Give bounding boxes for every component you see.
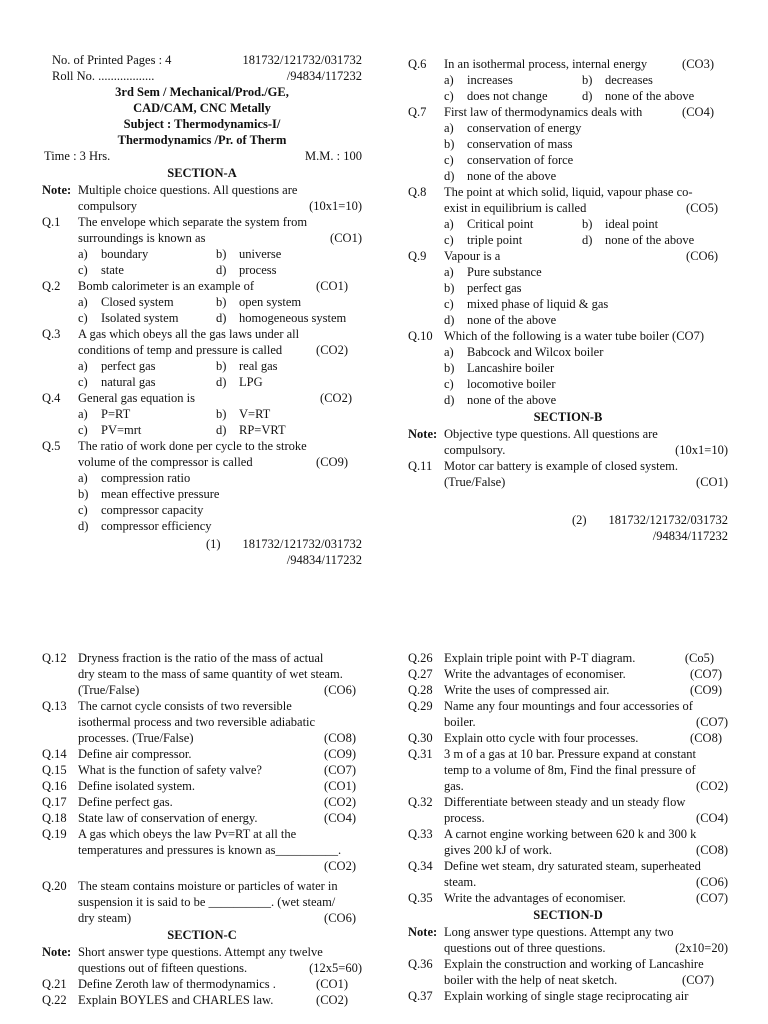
question-text: Define perfect gas. <box>78 795 173 809</box>
question-text: dry steam to the mass of same quantity of wet steam. <box>78 667 343 681</box>
question-text: (True/False) <box>78 683 140 697</box>
question-text: Define air compressor. <box>78 747 192 761</box>
question-number: Q.33 <box>408 827 433 841</box>
co-tag: (CO2) <box>320 391 352 405</box>
co-tag: (CO9) <box>316 455 348 469</box>
co-tag: (CO7) <box>696 891 728 905</box>
question-number: Q.30 <box>408 731 433 745</box>
option-a: perfect gas <box>101 359 156 373</box>
header-row-1 <box>42 52 362 68</box>
question-number: Q.10 <box>408 329 433 343</box>
question-text: First law of thermodynamics deals with <box>444 105 643 119</box>
question-31 <box>408 746 728 794</box>
note-label: Note: <box>42 945 72 959</box>
question-text: Vapour is a <box>444 249 501 263</box>
question-number: Q.27 <box>408 667 433 681</box>
option-d: none of the above <box>467 313 557 327</box>
footer-code: 181732/121732/031732 <box>608 513 728 527</box>
note-line-2: questions out of fifteen questions. <box>78 961 248 975</box>
question-text: A gas which obeys the law Pv=RT at all the <box>78 827 297 841</box>
question-number: Q.29 <box>408 699 433 713</box>
section-b-note <box>408 426 728 458</box>
options-q10: a) Babcock and Wilcox boiler b) Lancashire boiler c) locomotive boiler d) none of the above <box>444 345 604 407</box>
option-a: Pure substance <box>467 265 542 279</box>
note-label: Note: <box>42 183 72 197</box>
co-tag: (CO6) <box>696 875 728 889</box>
question-13 <box>42 698 362 746</box>
option-c: triple point <box>467 233 523 247</box>
option-c: state <box>101 263 124 277</box>
co-tag: (CO2) <box>696 779 728 793</box>
time: Time : 3 Hrs. <box>44 149 111 163</box>
option-d: LPG <box>239 375 263 389</box>
options-q5: a) compression ratio b) mean effective pressure c) compressor capacity d) compressor efficiency <box>78 471 220 533</box>
question-1 <box>42 214 362 246</box>
question-text: Define isolated system. <box>78 779 195 793</box>
section-c-title: SECTION-C <box>167 928 237 942</box>
question-number: Q.14 <box>42 747 67 761</box>
options-q6: a) increases b) decreases c) does not change d) none of the above <box>444 73 695 103</box>
question-number: Q.12 <box>42 651 67 665</box>
question-number: Q.11 <box>408 459 433 473</box>
option-c: locomotive boiler <box>467 377 556 391</box>
question-number: Q.13 <box>42 699 67 713</box>
question-text: 3 m of a gas at 10 bar. Pressure expand at constant <box>444 747 697 761</box>
options-q8: a) Critical point b) ideal point c) triple point d) none of the above <box>444 217 695 247</box>
question-number: Q.6 <box>408 57 427 71</box>
question-22 <box>42 992 362 1008</box>
note-marks: (2x10=20) <box>675 941 728 955</box>
question-text: General gas equation is <box>78 391 195 405</box>
co-tag: (CO4) <box>696 811 728 825</box>
header-row-2 <box>42 68 362 84</box>
question-number: Q.36 <box>408 957 433 971</box>
question-11 <box>408 458 728 490</box>
course-line-2: CAD/CAM, CNC Metally <box>133 101 271 115</box>
co-tag: (CO7) <box>690 667 722 681</box>
question-text: gives 200 kJ of work. <box>444 843 552 857</box>
question-28 <box>408 682 728 698</box>
question-17 <box>42 794 362 810</box>
question-text: gas. <box>444 779 464 793</box>
option-c: PV=mrt <box>101 423 142 437</box>
note-line-2: compulsory. <box>444 443 506 457</box>
co-tag: (CO8) <box>690 731 722 745</box>
question-29 <box>408 698 728 730</box>
section-a-title: SECTION-A <box>167 166 237 180</box>
note-text: Multiple choice questions. All questions are <box>78 183 298 197</box>
co-tag: (CO9) <box>690 683 722 697</box>
question-text: Which of the following is a water tube boiler (CO7) <box>444 329 704 343</box>
question-number: Q.18 <box>42 811 67 825</box>
note-line-2: compulsory <box>78 199 138 213</box>
question-number: Q.20 <box>42 879 67 893</box>
question-32 <box>408 794 728 826</box>
option-c: compressor capacity <box>101 503 204 517</box>
question-text: Dryness fraction is the ratio of the mass of actual <box>78 651 324 665</box>
co-tag: (CO6) <box>324 683 356 697</box>
co-tag: (CO7) <box>324 763 356 777</box>
printed-pages: No. of Printed Pages : 4 <box>52 53 172 67</box>
section-b-title: SECTION-B <box>533 410 603 424</box>
option-b: universe <box>239 247 282 261</box>
question-text: Bomb calorimeter is an example of <box>78 279 254 293</box>
co-tag: (CO1) <box>330 231 362 245</box>
option-a: conservation of energy <box>467 121 582 135</box>
question-number: Q.34 <box>408 859 433 873</box>
options-q7: a) conservation of energy b) conservation of mass c) conservation of force d) none of the above <box>444 121 582 183</box>
question-19 <box>42 826 362 874</box>
question-text: Explain working of single stage reciprocating air <box>444 989 689 1003</box>
course-line-1: 3rd Sem / Mechanical/Prod./GE, <box>115 85 289 99</box>
question-9 <box>408 248 728 264</box>
question-text: Write the advantages of economiser. <box>444 891 626 905</box>
question-text: boiler with the help of neat sketch. <box>444 973 618 987</box>
question-text: The steam contains moisture or particles of water in <box>78 879 338 893</box>
section-a-note <box>42 182 362 214</box>
question-text: temperatures and pressures is known as__________. <box>78 843 342 857</box>
question-number: Q.28 <box>408 683 433 697</box>
question-34 <box>408 858 728 890</box>
option-b: perfect gas <box>467 281 522 295</box>
question-number: Q.3 <box>42 327 61 341</box>
co-tag: (CO4) <box>682 105 714 119</box>
page-footer <box>42 536 362 568</box>
question-text: surroundings is known as <box>78 231 206 245</box>
page-4 <box>408 650 728 1004</box>
question-text: suspension it is said to be __________. (wet steam/ <box>78 895 336 909</box>
note-label: Note: <box>408 925 438 939</box>
question-text: Define Zeroth law of thermodynamics . <box>78 977 276 991</box>
question-text: Explain BOYLES and CHARLES law. <box>78 993 274 1007</box>
page-footer <box>408 512 728 544</box>
question-number: Q.37 <box>408 989 433 1003</box>
question-text: temp to a volume of 8m, Find the final pressure of <box>444 763 696 777</box>
question-text: Write the advantages of economiser. <box>444 667 626 681</box>
note-text: Objective type questions. All questions are <box>444 427 658 441</box>
option-a: boundary <box>101 247 149 261</box>
question-number: Q.32 <box>408 795 433 809</box>
question-10 <box>408 328 728 344</box>
page-2 <box>408 56 728 544</box>
question-4 <box>42 390 362 406</box>
co-tag: (CO2) <box>324 859 356 873</box>
question-number: Q.8 <box>408 185 427 199</box>
question-3 <box>42 326 362 358</box>
co-tag: (CO5) <box>686 201 718 215</box>
note-label: Note: <box>408 427 438 441</box>
max-marks: M.M. : 100 <box>305 149 362 163</box>
question-16 <box>42 778 362 794</box>
question-text: boiler. <box>444 715 476 729</box>
question-number: Q.19 <box>42 827 67 841</box>
option-c: natural gas <box>101 375 156 389</box>
co-tag: (CO2) <box>316 343 348 357</box>
question-text: Explain triple point with P-T diagram. <box>444 651 636 665</box>
question-8 <box>408 184 728 216</box>
question-number: Q.1 <box>42 215 61 229</box>
question-text: The envelope which separate the system from <box>78 215 308 229</box>
options-q1: a) boundary b) universe c) state d) process <box>78 247 282 277</box>
option-a: Critical point <box>467 217 534 231</box>
note-marks: (12x5=60) <box>309 961 362 975</box>
option-b: mean effective pressure <box>101 487 220 501</box>
question-21 <box>42 976 362 992</box>
option-b: ideal point <box>605 217 659 231</box>
question-number: Q.4 <box>42 391 61 405</box>
subject-line-2: Thermodynamics /Pr. of Therm <box>117 133 287 147</box>
option-d: none of the above <box>467 169 557 183</box>
question-number: Q.5 <box>42 439 61 453</box>
question-text: The ratio of work done per cycle to the stroke <box>78 439 307 453</box>
option-d: none of the above <box>605 233 695 247</box>
option-b: conservation of mass <box>467 137 573 151</box>
option-b: V=RT <box>239 407 271 421</box>
option-d: none of the above <box>467 393 557 407</box>
question-37 <box>408 988 728 1004</box>
question-text: Name any four mountings and four accessories of <box>444 699 693 713</box>
co-tag: (CO8) <box>696 843 728 857</box>
options-q2: a) Closed system b) open system c) Isolated system d) homogeneous system <box>78 295 347 325</box>
question-text: process. <box>444 811 485 825</box>
co-tag: (CO9) <box>324 747 356 761</box>
page-number: (2) <box>571 513 587 527</box>
question-12 <box>42 650 362 698</box>
question-30 <box>408 730 728 746</box>
subject-line-1: Subject : Thermodynamics-I/ <box>123 117 281 131</box>
question-text: steam. <box>444 875 477 889</box>
note-marks: (10x1=10) <box>309 199 362 213</box>
question-text: Explain the construction and working of Lancashire <box>444 957 704 971</box>
question-text: (True/False) <box>444 475 506 489</box>
question-text: A gas which obeys all the gas laws under all <box>78 327 300 341</box>
option-b: Lancashire boiler <box>467 361 555 375</box>
note-marks: (10x1=10) <box>675 443 728 457</box>
question-number: Q.26 <box>408 651 433 665</box>
question-number: Q.31 <box>408 747 433 761</box>
co-tag: (CO1) <box>316 977 348 991</box>
option-a: Closed system <box>101 295 174 309</box>
co-tag: (CO7) <box>682 973 714 987</box>
option-c: mixed phase of liquid & gas <box>467 297 609 311</box>
question-number: Q.22 <box>42 993 67 1007</box>
question-36 <box>408 956 728 988</box>
question-5 <box>42 438 362 470</box>
co-tag: (CO1) <box>696 475 728 489</box>
question-text: Define wet steam, dry saturated steam, superheated <box>444 859 701 873</box>
page-3 <box>42 650 362 1008</box>
co-tag: (CO1) <box>316 279 348 293</box>
question-text: processes. (True/False) <box>78 731 194 745</box>
question-text: In an isothermal process, internal energy <box>444 57 648 71</box>
option-c: conservation of force <box>467 153 574 167</box>
question-27 <box>408 666 728 682</box>
question-text: isothermal process and two reversible adiabatic <box>78 715 316 729</box>
option-b: real gas <box>239 359 278 373</box>
question-20 <box>42 878 362 926</box>
question-text: Write the uses of compressed air. <box>444 683 610 697</box>
option-d: homogeneous system <box>239 311 347 325</box>
note-line-2: questions out of three questions. <box>444 941 606 955</box>
question-number: Q.17 <box>42 795 67 809</box>
question-text: Motor car battery is example of closed system. <box>444 459 678 473</box>
question-text: dry steam) <box>78 911 132 925</box>
question-text: The point at which solid, liquid, vapour phase co- <box>444 185 693 199</box>
option-b: open system <box>239 295 302 309</box>
question-6 <box>408 56 728 72</box>
question-number: Q.2 <box>42 279 61 293</box>
option-a: Babcock and Wilcox boiler <box>467 345 604 359</box>
section-c-note <box>42 944 362 976</box>
co-tag: (CO6) <box>686 249 718 263</box>
co-tag: (CO8) <box>324 731 356 745</box>
question-15 <box>42 762 362 778</box>
roll-no: Roll No. .................. <box>52 69 155 83</box>
note-text: Long answer type questions. Attempt any two <box>444 925 674 939</box>
co-tag: (CO1) <box>324 779 356 793</box>
options-q9: a) Pure substance b) perfect gas c) mixed phase of liquid & gas d) none of the above <box>444 265 609 327</box>
option-d: RP=VRT <box>239 423 286 437</box>
option-c: does not change <box>467 89 548 103</box>
footer-code-2: /94834/117232 <box>286 553 362 567</box>
question-text: conditions of temp and pressure is called <box>78 343 283 357</box>
question-14 <box>42 746 362 762</box>
question-text: A carnot engine working between 620 k and 300 k <box>444 827 697 841</box>
question-text: exist in equilibrium is called <box>444 201 587 215</box>
options-q3: a) perfect gas b) real gas c) natural gas d) LPG <box>78 359 278 389</box>
time-marks-row <box>42 148 362 164</box>
question-33 <box>408 826 728 858</box>
question-number: Q.7 <box>408 105 427 119</box>
page-number: (1) <box>205 537 221 551</box>
note-text: Short answer type questions. Attempt any twelve <box>78 945 323 959</box>
question-18 <box>42 810 362 826</box>
question-text: Explain otto cycle with four processes. <box>444 731 639 745</box>
option-a: P=RT <box>101 407 131 421</box>
option-a: compression ratio <box>101 471 191 485</box>
options-q4: a) P=RT b) V=RT c) PV=mrt d) RP=VRT <box>78 407 286 437</box>
co-tag: (CO2) <box>316 993 348 1007</box>
question-number: Q.16 <box>42 779 67 793</box>
co-tag: (CO6) <box>324 911 356 925</box>
co-tag: (CO7) <box>696 715 728 729</box>
question-2 <box>42 278 362 294</box>
section-d-note <box>408 924 728 956</box>
co-tag: (CO2) <box>324 795 356 809</box>
question-number: Q.21 <box>42 977 67 991</box>
option-c: Isolated system <box>101 311 179 325</box>
footer-code: 181732/121732/031732 <box>242 537 362 551</box>
option-d: none of the above <box>605 89 695 103</box>
option-d: process <box>239 263 277 277</box>
question-text: volume of the compressor is called <box>78 455 253 469</box>
question-text: Differentiate between steady and un steady flow <box>444 795 686 809</box>
option-a: increases <box>467 73 513 87</box>
question-number: Q.15 <box>42 763 67 777</box>
question-text: The carnot cycle consists of two reversible <box>78 699 292 713</box>
co-tag: (CO4) <box>324 811 356 825</box>
question-7 <box>408 104 728 120</box>
co-tag: (Co5) <box>684 651 714 665</box>
option-d: compressor efficiency <box>101 519 212 533</box>
page-1 <box>42 52 362 568</box>
question-number: Q.35 <box>408 891 433 905</box>
paper-codes: 181732/121732/031732 <box>242 53 362 67</box>
footer-code-2: /94834/117232 <box>652 529 728 543</box>
paper-codes-2: /94834/117232 <box>286 69 362 83</box>
question-number: Q.9 <box>408 249 427 263</box>
question-text: State law of conservation of energy. <box>78 811 258 825</box>
question-26 <box>408 650 728 666</box>
co-tag: (CO3) <box>682 57 714 71</box>
question-35 <box>408 890 728 906</box>
question-text: What is the function of safety valve? <box>78 763 262 777</box>
option-b: decreases <box>605 73 653 87</box>
section-d-title: SECTION-D <box>533 908 603 922</box>
